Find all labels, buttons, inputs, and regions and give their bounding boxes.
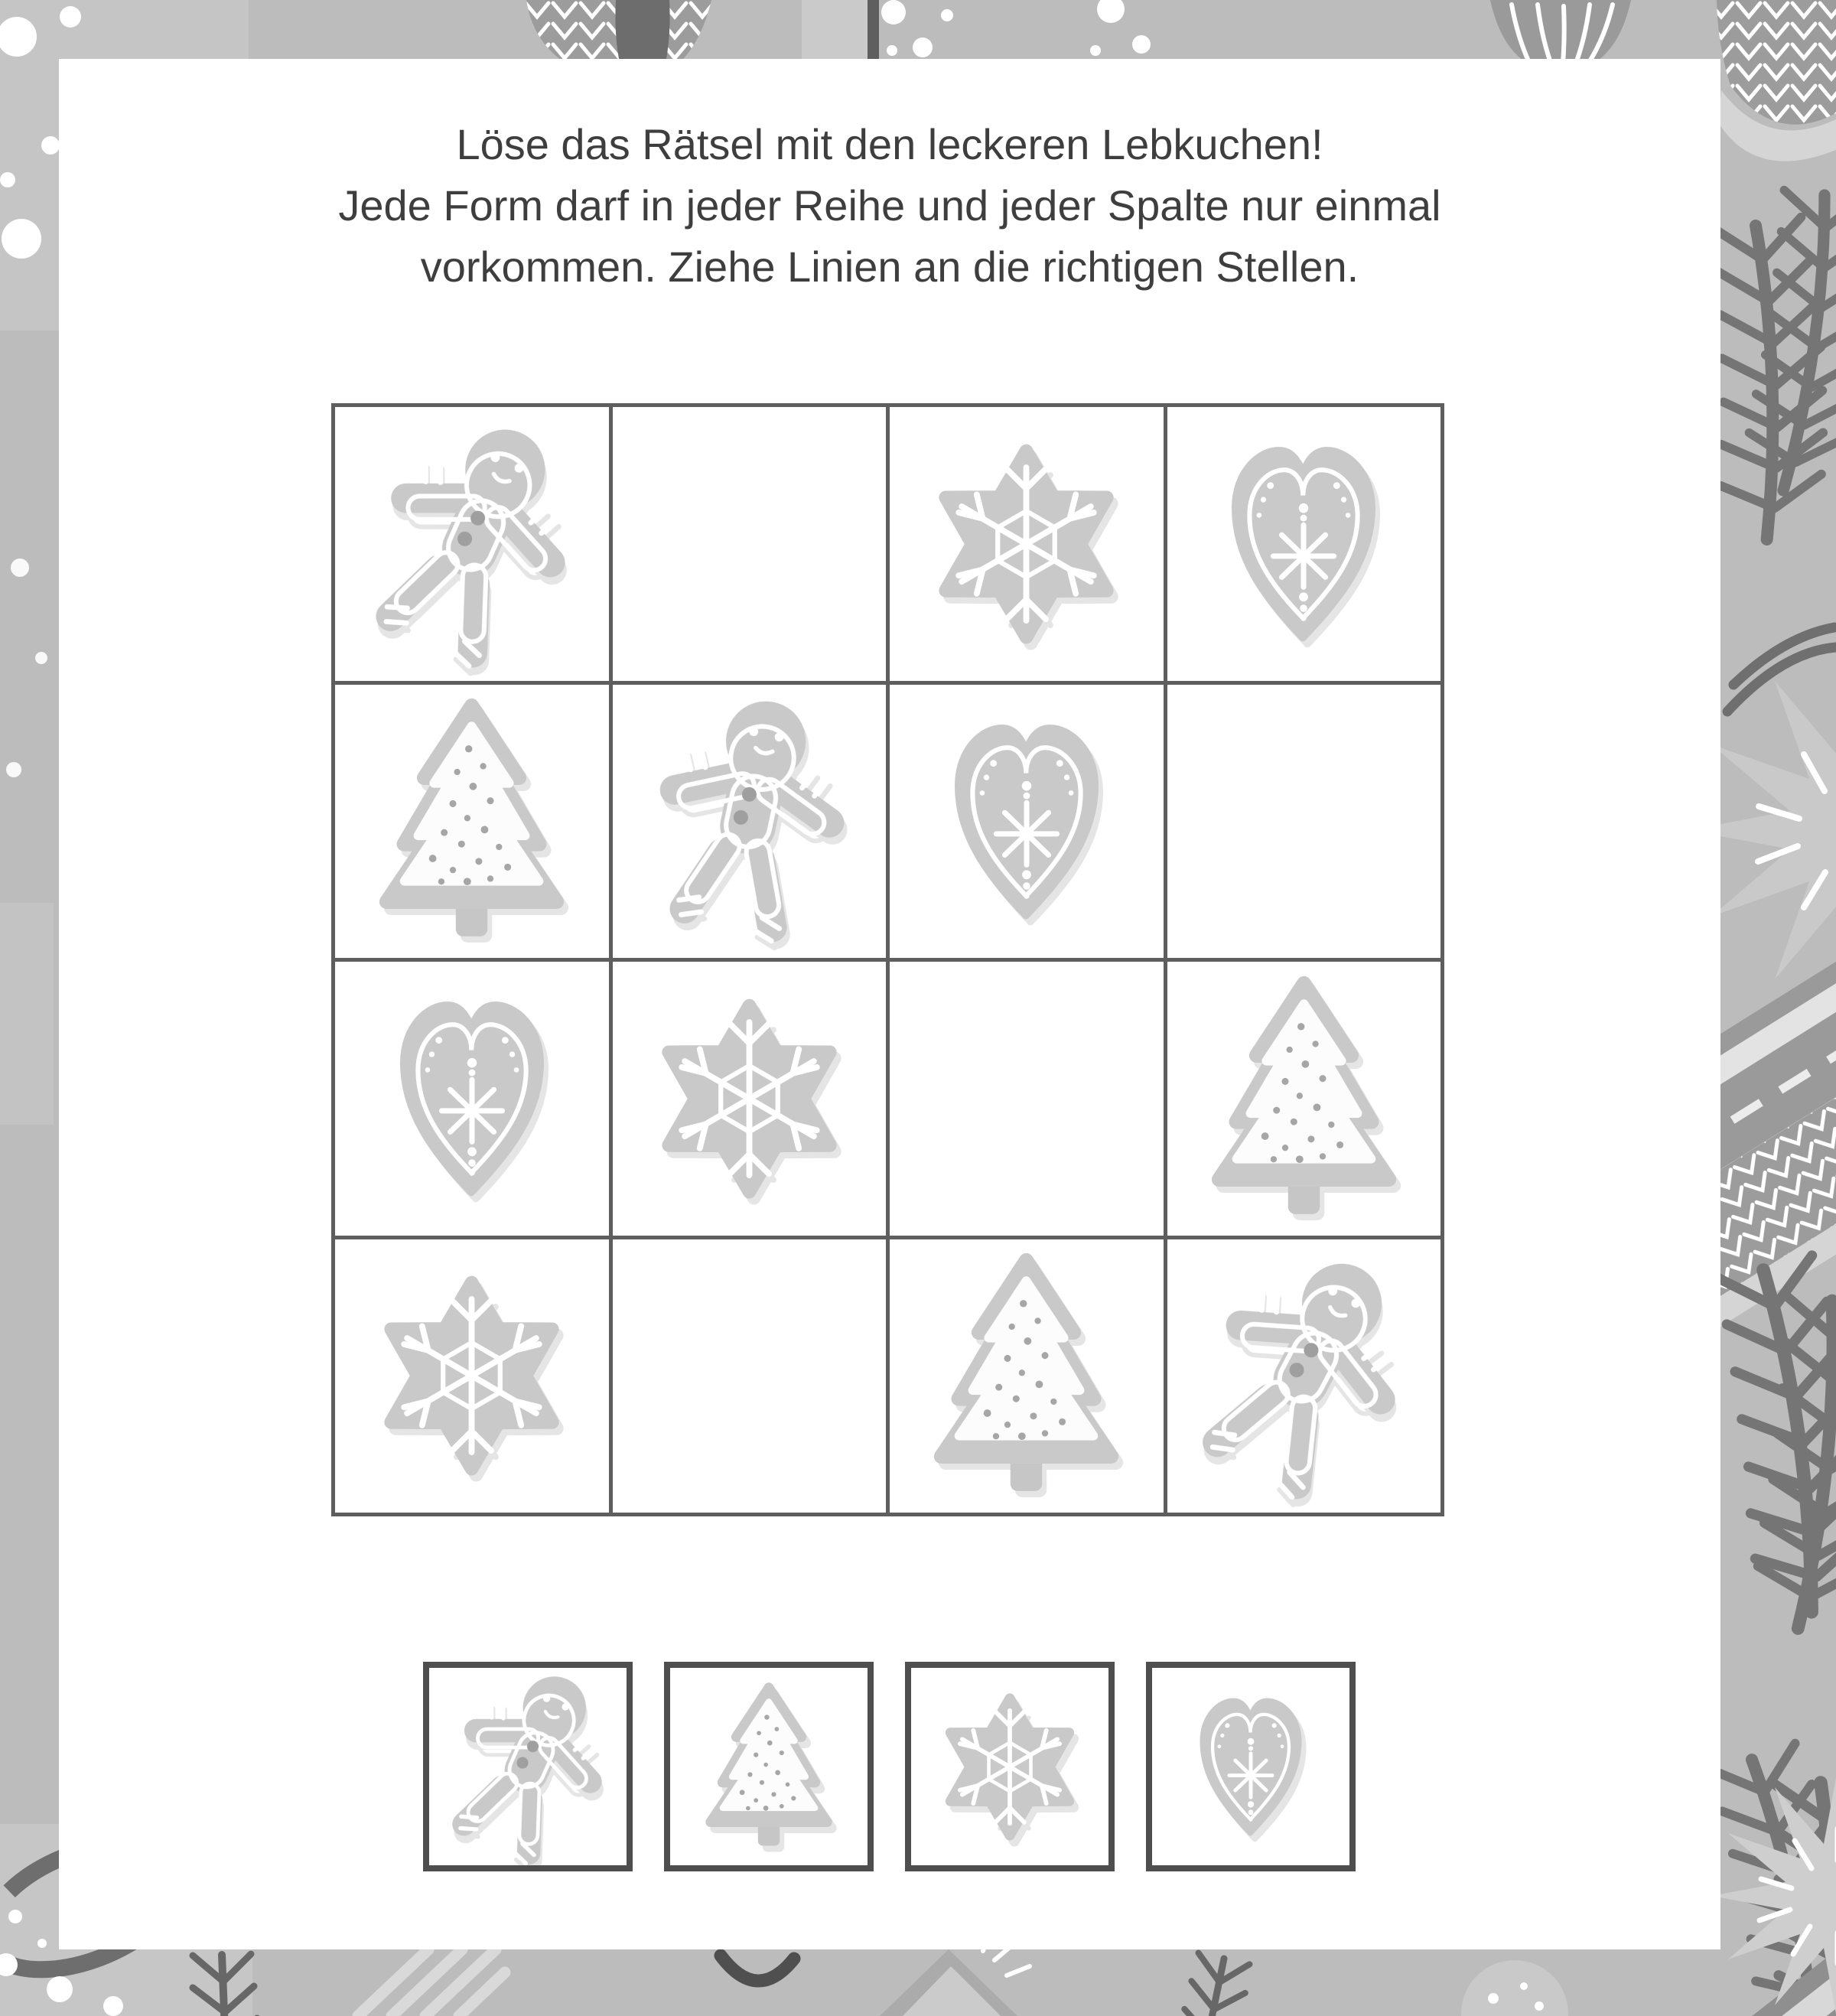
grid-cell-r1c3-snowflake[interactable] <box>890 407 1164 681</box>
snowflake-cookie-icon <box>374 1263 569 1488</box>
grid-cell-r3c3-empty[interactable] <box>890 962 1164 1236</box>
puzzle-grid <box>331 403 1444 1516</box>
gingerbread-man-cookie-icon <box>620 685 878 959</box>
grid-cell-r3c4-christmas-tree[interactable] <box>1167 962 1441 1236</box>
grid-cell-r2c1-christmas-tree[interactable] <box>335 685 609 959</box>
bg-top-dots <box>881 0 1151 57</box>
christmas-tree-cookie-icon <box>705 1682 833 1852</box>
worksheet-card <box>59 59 1720 1949</box>
answer-tiles <box>423 1662 1356 1871</box>
snowflake-cookie-icon <box>929 432 1124 656</box>
gingerbread-man-cookie-icon <box>423 1662 633 1871</box>
christmas-tree-cookie-icon <box>933 1252 1120 1500</box>
heart-cookie-icon <box>1222 438 1385 650</box>
grid-cell-r4c3-christmas-tree[interactable] <box>890 1239 1164 1513</box>
christmas-tree-cookie-icon <box>378 697 565 945</box>
instructions-line-3: vorkommen. Ziehe Linien an die richtigen Stellen. <box>420 243 1359 291</box>
gingerbread-man-cookie-icon <box>1167 1239 1441 1513</box>
answer-tile-christmas-tree[interactable] <box>664 1662 874 1871</box>
heart-cookie-icon <box>1193 1692 1308 1842</box>
grid-cell-r4c4-gingerbread-man[interactable] <box>1167 1239 1441 1513</box>
bg-left-dots <box>6 559 47 777</box>
grid-cell-r1c1-gingerbread-man[interactable] <box>335 407 609 681</box>
bg-light-stripes <box>358 1949 505 2016</box>
heart-cookie-icon <box>946 715 1108 927</box>
grid-cell-r3c2-snowflake[interactable] <box>613 962 887 1236</box>
gingerbread-man-cookie-icon <box>335 407 609 681</box>
heart-cookie-icon <box>391 992 553 1204</box>
christmas-tree-cookie-icon <box>1210 975 1398 1223</box>
grid-cell-r4c1-snowflake[interactable] <box>335 1239 609 1513</box>
grid-cell-r2c4-empty[interactable] <box>1167 685 1441 959</box>
answer-tile-snowflake[interactable] <box>905 1662 1115 1871</box>
answer-tile-heart[interactable] <box>1146 1662 1356 1871</box>
instructions <box>59 114 1720 298</box>
answer-tile-gingerbread-man[interactable] <box>423 1662 633 1871</box>
grid-cell-r2c3-heart[interactable] <box>890 685 1164 959</box>
snowflake-cookie-icon <box>938 1684 1082 1850</box>
grid-cell-r1c2-empty[interactable] <box>613 407 887 681</box>
grid-cell-r4c2-empty[interactable] <box>613 1239 887 1513</box>
grid-cell-r2c2-gingerbread-man[interactable] <box>613 685 887 959</box>
snowflake-cookie-icon <box>652 986 847 1211</box>
instructions-line-2: Jede Form darf in jeder Reihe und jeder Spalte nur einmal <box>338 181 1441 230</box>
grid-cell-r3c1-heart[interactable] <box>335 962 609 1236</box>
instructions-line-1: Löse das Rätsel mit den leckeren Lebkuchen! <box>456 120 1323 168</box>
grid-cell-r1c4-heart[interactable] <box>1167 407 1441 681</box>
